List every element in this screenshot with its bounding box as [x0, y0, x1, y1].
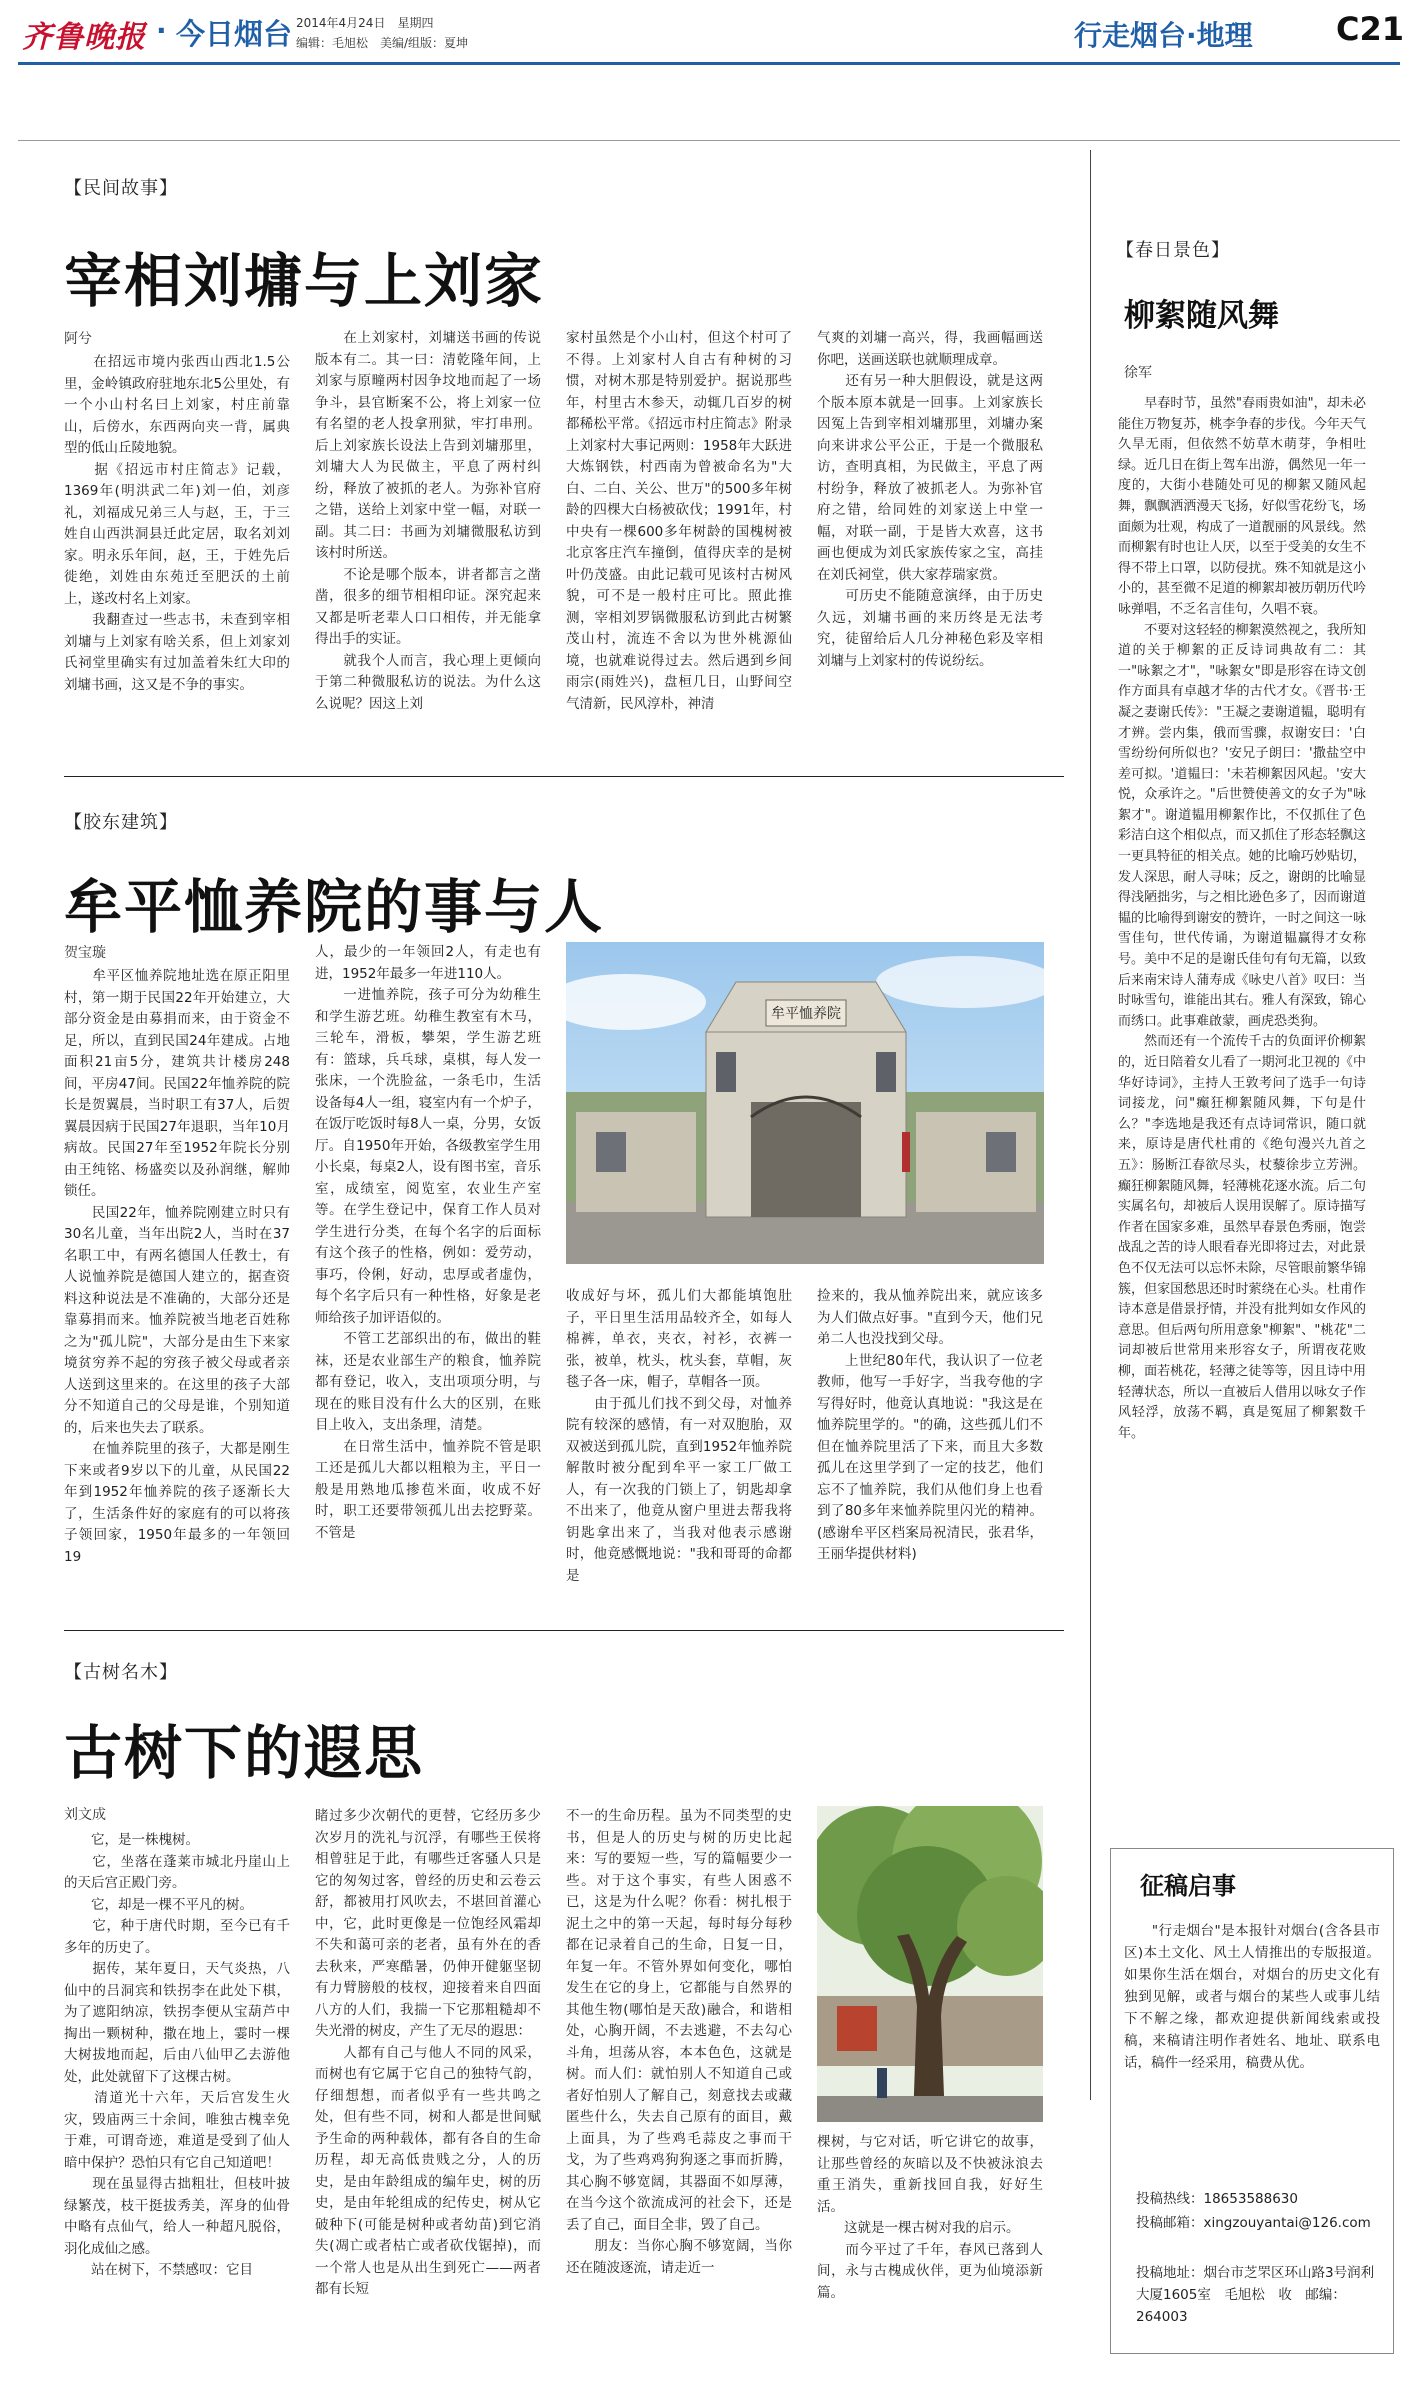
page-number: C21: [1336, 10, 1405, 48]
issue-date: 2014年4月24日 星期四: [296, 16, 434, 30]
section-name: 今日烟台: [176, 17, 293, 51]
editor-credits: 编辑：毛旭松 美编/组版：夏坤: [296, 36, 469, 50]
article-column: 在上刘家村，刘墉送书画的传说版本有二。其一曰：清乾隆年间，上刘家与原疃两村因争坟地而起了一场争斗，县官断案不公，将上刘家一位有名望的老人投拿刑狱，牢打串刑。后上刘家族长设法上告到刘墉那里，刘墉大人为民做主，平息了两村纠纷，释放了被抓的老人。为弥补官府之错，送给上刘家中堂一幅，对联一副。其二曰：书画为刘墉微服私访到该村时所送。 不论是哪个版本，讲者都言之凿凿，很多的细节相相印证。深究起来又都是听老辈人口口相传，并无能拿得出手的实证。 就我个人而言，我心理上更倾向于第二种微服私访的说法。为什么这么说呢？因这上刘: [315, 330, 541, 712]
section-tag: 【古树名木】: [64, 1662, 178, 1683]
column-title: 行走烟台·地理: [1074, 19, 1253, 52]
article-column: 家村虽然是个小山村，但这个村可了不得。上刘家村人自古有种树的习惯，对树木那是特别爱护。据说那些年，村里古木参天，动辄几百岁的树都稀松平常。《招远市村庄简志》附录上刘家村大事记两则：1958年大跃进大炼钢铁，村西南为曾被命名为"大白、二白、关公、世万"的500多年树龄的四棵大白杨被砍伐；1991年，村中央有一棵600多年树龄的国槐树被北京客庄汽车撞倒，值得庆幸的是树叶仍茂盛。由此记载可见该村古树风貌，可不是一般村庄可比。照此推测，宰相刘罗锅微服私访到此古树繁茂山村，流连不舍以为世外桃源仙境，也就难说得过去。然后遇到乡间雨宗(雨姓兴)，盘桓几日，山野间空气清新，民风淳朴，神清: [566, 330, 792, 712]
column-divider: [1090, 150, 1091, 2100]
sidebar-headline: 柳絮随风舞: [1124, 298, 1279, 334]
sidebar-body: 早春时节，虽然"春雨贵如油"，却未必能住万物复苏，桃李争春的步伐。今年天气久旱无雨，但依然不妨草木萌芽，争相吐绿。近几日在街上驾车出游，偶然见一年一度的，大街小巷随处可见的柳絮又随风起舞，飘飘洒洒漫天飞扬，好似雪花纷飞，场面颇为壮观，构成了一道靓丽的风景线。然而柳絮有时也让人厌，以至于受美的女生不得不带上口罩，以防侵扰。殊不知就是这小小的，甚至微不足道的柳絮却被历朝历代吟咏弹唱，不乏名言佳句，久唱不衰。 不要对这轻轻的柳絮漠然视之，我所知道的关于柳絮的正反诗词典故有二：其一"咏絮之才"，"咏絮女"即是形容在诗文创作方面具有卓越才华的古代才女。《晋书·王凝之妻谢氏传》："王凝之妻谢道韫，聪明有才辨。尝内集，俄而雪骤，叔谢安曰：'白雪纷纷何所似也？'安兄子朗曰：'撒盐空中差可拟。'道韫曰：'未若柳絮因风起。'安大悦，众承许之。"后世赞使善文的女子为"咏絮才"。谢道韫用柳絮作比，不仅抓住了色彩洁白这个相似点，而又抓住了形态轻飘这一更具特征的相关点。她的比喻巧妙贴切，发人深思，耐人寻味；反之，谢朗的比喻显得浅陋拙劣，与之相比逊色多了，因而谢道韫的比喻得到谢安的赞许，一时之间这一咏雪佳句，世代传诵，为谢道韫赢得才女称号。美中不足的是谢氏佳句有句无篇，以致后来南宋诗人蒲寿成《咏史八首》叹曰：当时咏雪句，谁能出其右。雅人有深致，锦心而绣口。此事难啟蒙，画虎恐类狗。 然而还有一个流传千古的负面评价柳絮的，近日陪着女儿看了一期河北卫视的《中华好诗词》，主持人王敦考问了选手一句诗词接龙，问"癫狂柳絮随风舞，下句是什么？"李选地是我还有点诗词常识，随口就来，原诗是唐代杜甫的《绝句漫兴九首之五》：肠断江春欲尽头，杖藜徐步立芳洲。癫狂柳絮随风舞，轻薄桃花逐水流。后二句实属名句，却被后人误用误解了。原诗描写作者在国家多难，虽然早春景色秀丽，饱尝战乱之苦的诗人眼看春光即将过去，对此景色不仅无法可以忘怀未除，尽管眼前繁华锦簇，但家国愁思还时时萦绕在心头。杜甫作诗本意是借景抒情，并没有批判如女作风的意思。但后两句所用意象"柳絮"、"桃花"二词却被后世常用来形容女子，所谓夜花败柳，面若桃花，轻薄之徒等等，因且诗中用轻薄状态，所以一直被后人借用以咏女子作风轻浮，放荡不羁，真是冤屈了柳絮数千年。: [1118, 396, 1366, 1441]
section-rule: [64, 1630, 1064, 1631]
author-byline: 贺宝璇: [64, 945, 106, 961]
article-column: 捡来的，我从恤养院出来，就应该多为人们做点好事。"直到今天，他们兄弟二人也没找到父母。 上世纪80年代，我认识了一位老教师，他写一手好字，当我夸他的字写得好时，他竟认真地说："我这是在恤养院里学的。"的确，这些孤儿们不但在恤养院里活了下来，而且大多数孤儿在这里学到了一定的技艺，他们忘不了恤养院，我们从他们身上也看到了80多年来恤养院里闪光的精神。(感谢牟平区档案局祝清民，张君华，王丽华提供材料): [817, 1288, 1043, 1562]
article-column: 睹过多少次朝代的更替，它经历多少次岁月的洗礼与沉浮，有哪些王侯将相曾驻足于此，有哪些迁客骚人只是它的匆匆过客，曾经的历史和云卷云舒，都被用打风吹去，不堪回首灌心中，它，此时更像是一位饱经风霜却不失和蔼可亲的老者，虽有外在的香去秋来，严寒酷暑，仍伸开健躯坚韧有力臂膀般的枝杈，迎接着来自四面八方的人们，我揣一下它那粗糙却不失光滑的树皮，产生了无尽的遐思： 人都有自己与他人不同的风采，而树也有它属于它自己的独特气韵，仔细想想，而者似乎有一些共鸣之处，但有些不同，树和人都是世间赋予生命的两种载体，都有各自的生命历程，却无高低贵贱之分，人的历史，是由年龄组成的编年史，树的历史，是由年轮组成的纪传史，树从它破种下(可能是树种或者幼苗)到它消失(凋亡或者枯亡或者砍伐锯掉)，而一个常人也是从出生到死亡——两者都有长短: [315, 1808, 541, 2297]
article-column: 气爽的刘墉一高兴，得，我画幅画送你吧，送画送联也就顺理成章。 还有另一种大胆假设，就是这两个版本原本就是一回事。上刘家族长因冤上告到宰相刘墉那里，刘墉办案向来讲求公平公正，于是一个微服私访，查明真相，为民做主，平息了两村纷争，释放了被抓老人。为弥补官府之错，给同姓的刘家送上中堂一幅，对联一副，于是皆大欢喜，这书画也便成为刘氏家族传家之宝，高挂在刘氏祠堂，供大家荐瑞家赏。 可历史不能随意演绎，由于历史久远，刘墉书画的来历终是无法考究，徒留给后人几分神秘色彩及宰相刘墉与上刘家村的传说纷纭。: [817, 330, 1043, 669]
header-rule-2: [18, 140, 1400, 141]
building-plaque-text: 牟平恤养院: [771, 1006, 841, 1022]
call-for-papers-body: "行走烟台"是本报针对烟台(含各县市区)本土文化、风土人情推出的专版报道。如果你生活在烟台，对烟台的历史文化有独到见解，或者与烟台的某些人或事儿结下不解之缘，都欢迎提供新闻线索或投稿，来稿请注明作者姓名、地址、联系电话，稿件一经采用，稿费从优。: [1124, 1923, 1380, 2071]
article-column: 棵树，与它对话，听它讲它的故事，让那些曾经的灰暗以及不快被泳浪去重王消失，重新找回自我，好好生活。 这就是一棵古树对我的启示。 而今平过了千年，春风已落到人间，永与古槐成伙伴，更为仙境添新篇。: [817, 2134, 1043, 2301]
headline: 牟平恤养院的事与人: [64, 873, 605, 941]
headline: 宰相刘墉与上刘家: [64, 247, 545, 315]
headline: 古树下的遐思: [64, 1719, 425, 1787]
submission-email[interactable]: 投稿邮箱：xingzouyantai@126.com: [1136, 2215, 1371, 2231]
article-column: 收成好与坏，孤儿们大都能填饱肚子，平日里生活用品较齐全，如每人棉裤，单衣，夹衣，衬衫，衣裤一张，被单，枕头，枕头套，草帽，灰毯子各一床，帽子，草帽各一顶。 由于孤儿们找不到父母，对恤养院有较深的感情，有一对双胞胎，双双被送到孤儿院，直到1952年恤养院解散时被分配到牟平一家工厂做工人，有一次我的门锁上了，钥匙却拿不出来了，他竟从窗户里进去帮我将钥匙拿出来了，当我对他表示感谢时，他竟感慨地说："我和哥哥的命都是: [566, 1288, 792, 1584]
orphanage-photo: [566, 942, 1044, 1264]
section-rule: [64, 776, 1064, 777]
header-rule: [18, 62, 1400, 65]
article-column: 在招远市境内张西山西北1.5公里，金岭镇政府驻地东北5公里处，有一个小山村名曰上刘家，村庄前靠山，后傍水，东西两向夹一背，属典型的低山丘陵地貌。 据《招远市村庄简志》记载，1369年(明洪武二年)刘一伯，刘彦礼，刘福成兄弟三人与赵，王，于三姓自山西洪洞县迁此定居，取名刘刘家。明永乐年间，赵，王，于姓先后徙绝，刘姓由东苑迁至肥沃的土前上，遂改村名上刘家。 我翻查过一些志书，未查到宰相刘墉与上刘家有啥关系，但上刘家刘氏祠堂里确实有过加盖着朱红大印的刘墉书画，这又是不争的事实。: [64, 354, 290, 693]
submission-address: 投稿地址：烟台市芝罘区环山路3号润利大厦1605室 毛旭松 收 邮编：264003: [1136, 2265, 1375, 2325]
section-tag: 【民间故事】: [64, 178, 178, 199]
author-byline: 徐军: [1124, 365, 1152, 381]
submission-hotline: 投稿热线：18653588630: [1136, 2191, 1298, 2207]
section-tag: 【胶东建筑】: [64, 812, 178, 833]
article-column: 人，最少的一年领回2人，有走也有进，1952年最多一年进110人。 一进恤养院，孩子可分为幼稚生和学生游艺班。幼稚生教室有木马，三轮车，滑板，攀架，学生游艺班有：篮球，兵乓球，桌棋，每人发一张床，一个洗脸盆，一条毛巾，生活设备每4人一组，寝室内有一个炉子，在饭厅吃饭时每8人一桌，分男，女饭厅。自1950年开始，各级教室学生用小长桌，每桌2人，设有图书室，音乐室，成绩室，阅览室，农业生产室等。在学生登记中，保育工作人员对学生进行分类，在每个名字的后面标有这个孩子的性格，例如：爱劳动，事巧，伶俐，好动，忠厚或者虚伪，每个名字后只有一种性格，好象是老师给孩子加评语似的。 不管工艺部织出的布，做出的鞋袜，还是农业部生产的粮食，恤养院都有登记，收入，支出项项分明，与现在的账目没有什么大的区别，在账目上收入，支出条理，清楚。 在日常生活中，恤养院不管是职工还是孤儿大都以粗粮为主，平日一般是用熟地瓜掺苞米面，收成不好时，职工还要带领孤儿出去挖野菜。不管是: [315, 944, 541, 1541]
call-for-papers-title: 征稿启事: [1140, 1872, 1236, 1900]
masthead-logo: 齐鲁晚报: [22, 20, 146, 55]
author-byline: 阿兮: [64, 331, 92, 347]
section-tag: 【春日景色】: [1116, 240, 1230, 261]
ancient-tree-photo: [817, 1806, 1043, 2122]
article-column: 牟平区恤养院地址选在原正阳里村，第一期于民国22年开始建立，大部分资金是由募捐而来，由于资金不足，所以，直到民国24年建成。占地面积21亩5分，建筑共计楼房248间，平房47间。民国22年恤养院的院长是贺翼晨，当时职工有37人，后贺翼晨因病于民国27年退职，当年10月病故。民国27年至1952年院长分别由王纯铭、杨盛奕以及孙润继，解帅锁任。 民国22年，恤养院刚建立时只有30名儿童，当年出院2人，当时在37名职工中，有两名德国人任教士，有人说恤养院是德国人建立的，据查资料这种说法是不准确的，大部分还是靠募捐而来。恤养院被当地老百姓称之为"孤儿院"，大部分是由生下来家境贫穷养不起的穷孩子被父母或者亲人送到这里来的。在这里的孩子大部分不知道自己的父母是谁，个别知道的，后来也失去了联系。 在恤养院里的孩子，大都是刚生下来或者9岁以下的儿童，从民国22年到1952年恤养院的孩子逐渐长大了，生活条件好的家庭有的可以将孩子领回家，1950年最多的一年领回19: [64, 968, 290, 1565]
article-column: 不一的生命历程。虽为不同类型的史书，但是人的历史与树的历史比起来：写的要短一些，写的篇幅要少一些。对于这个事实，有些人困惑不已，这是为什么呢？你看：树扎根于泥土之中的第一天起，每时每分每秒都在记录着自己的生命，日复一日，年复一年。不管外界如何变化，哪怕发生在它的身上，它都能与自然界的其他生物(哪怕是天敌)融合，和谐相处，心胸开阔，不去逃避，不去勾心斗角，坦荡从容，本本色色，这就是树。而人们：就怕别人不知道自己或者好怕别人了解自己，刻意找去或藏匿些什么，失去自己原有的面目，戴上面具，为了些鸡毛蒜皮之事而干戈，为了些鸡鸡狗狗逐之事而折腾，其心胸不够宽阔，其器面不如厚薄，在当今这个欲流成河的社会下，还是丢了自己，面目全非，毁了自己。 朋友：当你心胸不够宽阔，当你还在随波逐流，请走近一: [566, 1808, 792, 2276]
article-column: 它，是一株槐树。 它，坐落在蓬莱市城北丹崖山上的天后宫正殿门旁。 它，却是一棵不平凡的树。 它，种于唐代时期，至今已有千多年的历史了。 据传，某年夏日，天气炎热，八仙中的吕洞宾和铁拐李在此处下棋，为了遮阳纳凉，铁拐李便从宝葫芦中掏出一颗树种，撒在地上，霎时一棵大树拔地而起，后由八仙甲乙去游他处，此处就留下了这棵古树。 清道光十六年，天后宫发生火灾，毁庙两三十余间，唯独古槐幸免于难，可谓奇迹，难道是受到了仙人暗中保护？恐怕只有它自己知道吧！ 现在虽显得古拙粗壮，但枝叶披绿繁茂，枝干挺拔秀美，浑身的仙骨中略有点仙气，给人一种超凡脱俗，羽化成仙之感。 站在树下，不禁感叹：它目: [64, 1832, 290, 2278]
author-byline: 刘文成: [64, 1807, 106, 1823]
masthead-dot: ·: [156, 14, 167, 47]
